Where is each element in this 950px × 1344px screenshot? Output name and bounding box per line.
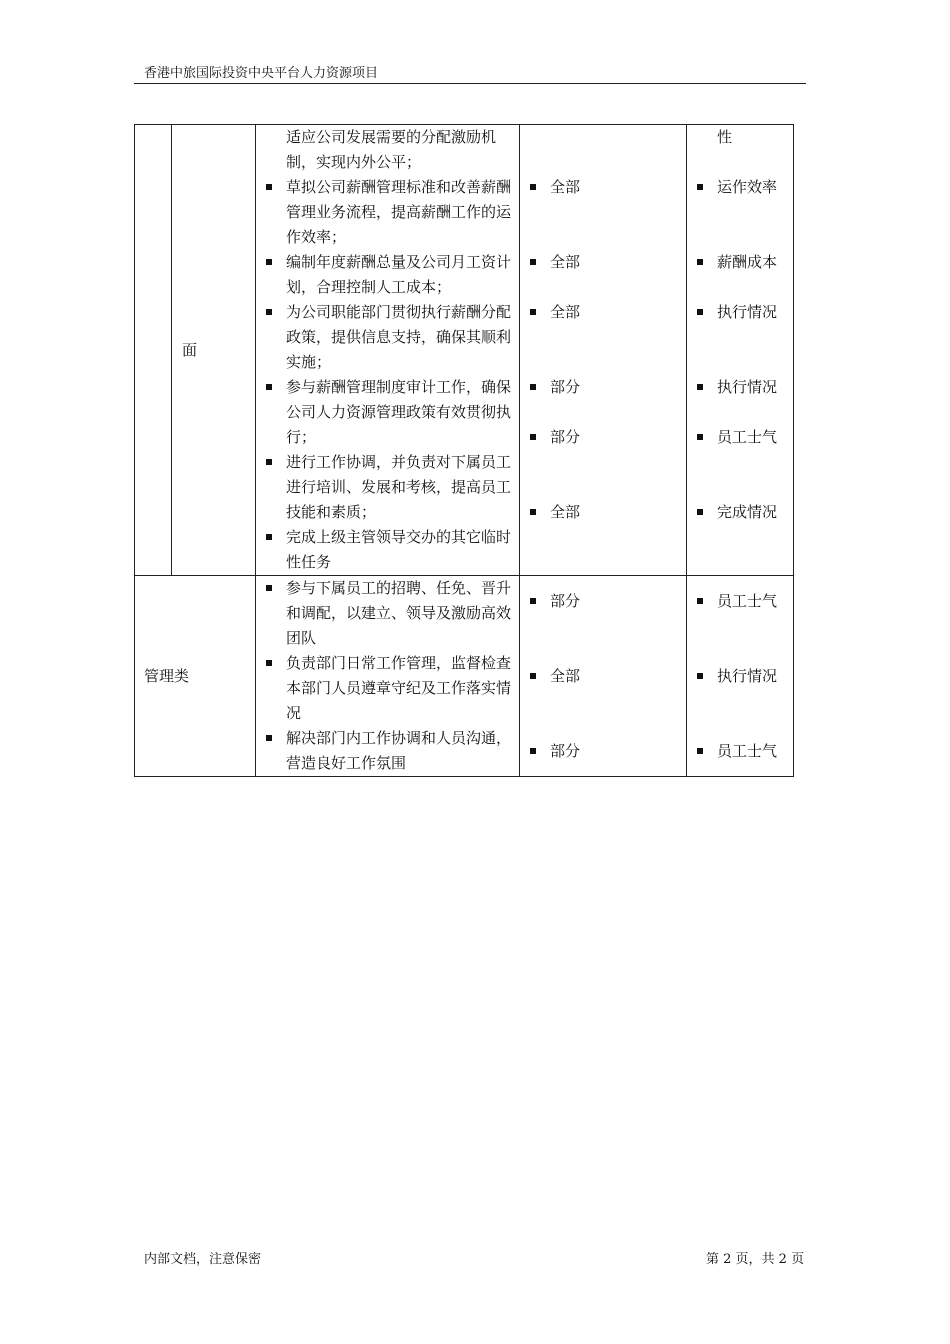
duty-text: 参与薪酬管理制度审计工作，确保公司人力资源管理政策有效贯彻执行； bbox=[286, 378, 512, 446]
bullet-icon bbox=[266, 735, 272, 741]
scope-text: 部分 bbox=[550, 428, 581, 446]
bullet-icon bbox=[530, 748, 536, 754]
duty-text: 完成上级主管领导交办的其它临时性任务 bbox=[286, 528, 512, 571]
scope-item bbox=[520, 375, 686, 425]
footer-page-number: 第 2 页，共 2 页 bbox=[706, 1252, 805, 1267]
duty-item bbox=[256, 525, 519, 575]
bullet-icon bbox=[530, 309, 536, 315]
bullet-icon bbox=[530, 184, 536, 190]
blank-cell bbox=[135, 125, 172, 576]
bullet-icon bbox=[697, 509, 703, 515]
duty-text: 为公司职能部门贯彻执行薪酬分配政策，提供信息支持，确保其顺利实施； bbox=[286, 303, 512, 371]
metric-text: 员工士气 bbox=[717, 592, 778, 610]
metric-item bbox=[687, 589, 793, 664]
metric-item bbox=[687, 250, 793, 300]
duty-text: 解决部门内工作协调和人员沟通，营造良好工作氛围 bbox=[286, 729, 512, 772]
bullet-icon bbox=[530, 598, 536, 604]
metric-cell bbox=[687, 125, 794, 576]
scope-item bbox=[520, 500, 686, 550]
scope-text: 部分 bbox=[550, 378, 581, 396]
section-label-cell bbox=[172, 125, 256, 576]
metric-text: 执行情况 bbox=[717, 378, 778, 396]
header-divider bbox=[134, 83, 806, 84]
bullet-icon bbox=[266, 384, 272, 390]
bullet-icon bbox=[697, 673, 703, 679]
metric-text: 运作效率 bbox=[717, 178, 778, 196]
metric-text: 员工士气 bbox=[717, 428, 778, 446]
metric-cell bbox=[687, 576, 794, 777]
bullet-icon bbox=[266, 309, 272, 315]
bullet-icon bbox=[530, 509, 536, 515]
metric-text: 执行情况 bbox=[717, 667, 778, 685]
duty-item bbox=[256, 175, 519, 250]
responsibility-table bbox=[134, 124, 794, 777]
scope-text: 全部 bbox=[550, 667, 581, 685]
footer-confidential-note: 内部文档，注意保密 bbox=[144, 1252, 262, 1267]
bullet-icon bbox=[697, 748, 703, 754]
table-row bbox=[135, 576, 794, 777]
scope-item bbox=[520, 250, 686, 300]
scope-text: 全部 bbox=[550, 503, 581, 521]
scope-item bbox=[520, 425, 686, 500]
bullet-icon bbox=[266, 184, 272, 190]
duty-text: 参与下属员工的招聘、任免、晋升和调配，以建立、领导及激励高效团队 bbox=[286, 579, 512, 647]
duty-continued-text: 适应公司发展需要的分配激励机制，实现内外公平； bbox=[286, 128, 497, 171]
section-label-cell bbox=[135, 576, 256, 777]
scope-text: 部分 bbox=[550, 742, 581, 760]
duties-cell bbox=[256, 576, 520, 777]
duty-item bbox=[256, 651, 519, 726]
metric-item bbox=[687, 175, 793, 250]
duty-text: 草拟公司薪酬管理标准和改善薪酬管理业务流程，提高薪酬工作的运作效率； bbox=[286, 178, 512, 246]
scope-item bbox=[520, 739, 686, 776]
scope-text: 部分 bbox=[550, 592, 581, 610]
bullet-icon bbox=[266, 585, 272, 591]
document-header-title: 香港中旅国际投资中央平台人力资源项目 bbox=[144, 66, 379, 81]
metric-text: 执行情况 bbox=[717, 303, 778, 321]
bullet-icon bbox=[530, 434, 536, 440]
bullet-icon bbox=[266, 534, 272, 540]
duty-item bbox=[256, 576, 519, 651]
duty-item bbox=[256, 375, 519, 450]
duties-cell bbox=[256, 125, 520, 576]
metric-text: 员工士气 bbox=[717, 742, 778, 760]
metric-item bbox=[687, 500, 793, 550]
scope-cell bbox=[520, 125, 687, 576]
section-label: 面 bbox=[182, 340, 198, 359]
metric-text: 完成情况 bbox=[717, 503, 778, 521]
bullet-icon bbox=[697, 184, 703, 190]
bullet-icon bbox=[266, 259, 272, 265]
table-row bbox=[135, 125, 794, 576]
duty-item bbox=[256, 250, 519, 300]
bullet-icon bbox=[266, 459, 272, 465]
bullet-icon bbox=[697, 598, 703, 604]
scope-text: 全部 bbox=[550, 178, 581, 196]
scope-item bbox=[520, 589, 686, 664]
duty-text: 进行工作协调，并负责对下属员工进行培训、发展和考核，提高员工技能和素质； bbox=[286, 453, 512, 521]
bullet-icon bbox=[266, 660, 272, 666]
metric-text: 薪酬成本 bbox=[717, 253, 778, 271]
scope-item bbox=[520, 664, 686, 739]
bullet-icon bbox=[530, 673, 536, 679]
bullet-icon bbox=[697, 384, 703, 390]
scope-cell bbox=[520, 576, 687, 777]
bullet-icon bbox=[697, 309, 703, 315]
bullet-icon bbox=[697, 434, 703, 440]
metric-item bbox=[687, 425, 793, 500]
duty-item bbox=[256, 726, 519, 776]
scope-item bbox=[520, 300, 686, 375]
scope-item bbox=[520, 175, 686, 250]
bullet-icon bbox=[530, 384, 536, 390]
metric-item bbox=[687, 739, 793, 776]
duty-item bbox=[256, 300, 519, 375]
duty-text: 负责部门日常工作管理，监督检查本部门人员遵章守纪及工作落实情况 bbox=[286, 654, 512, 722]
metric-item bbox=[687, 375, 793, 425]
section-label: 管理类 bbox=[144, 666, 190, 685]
scope-text: 全部 bbox=[550, 303, 581, 321]
duty-item bbox=[256, 450, 519, 525]
scope-text: 全部 bbox=[550, 253, 581, 271]
metric-continued-text: 性 bbox=[717, 128, 733, 146]
duty-text: 编制年度薪酬总量及公司月工资计划，合理控制人工成本； bbox=[286, 253, 512, 296]
bullet-icon bbox=[530, 259, 536, 265]
metric-item bbox=[687, 664, 793, 739]
bullet-icon bbox=[697, 259, 703, 265]
metric-item bbox=[687, 300, 793, 375]
